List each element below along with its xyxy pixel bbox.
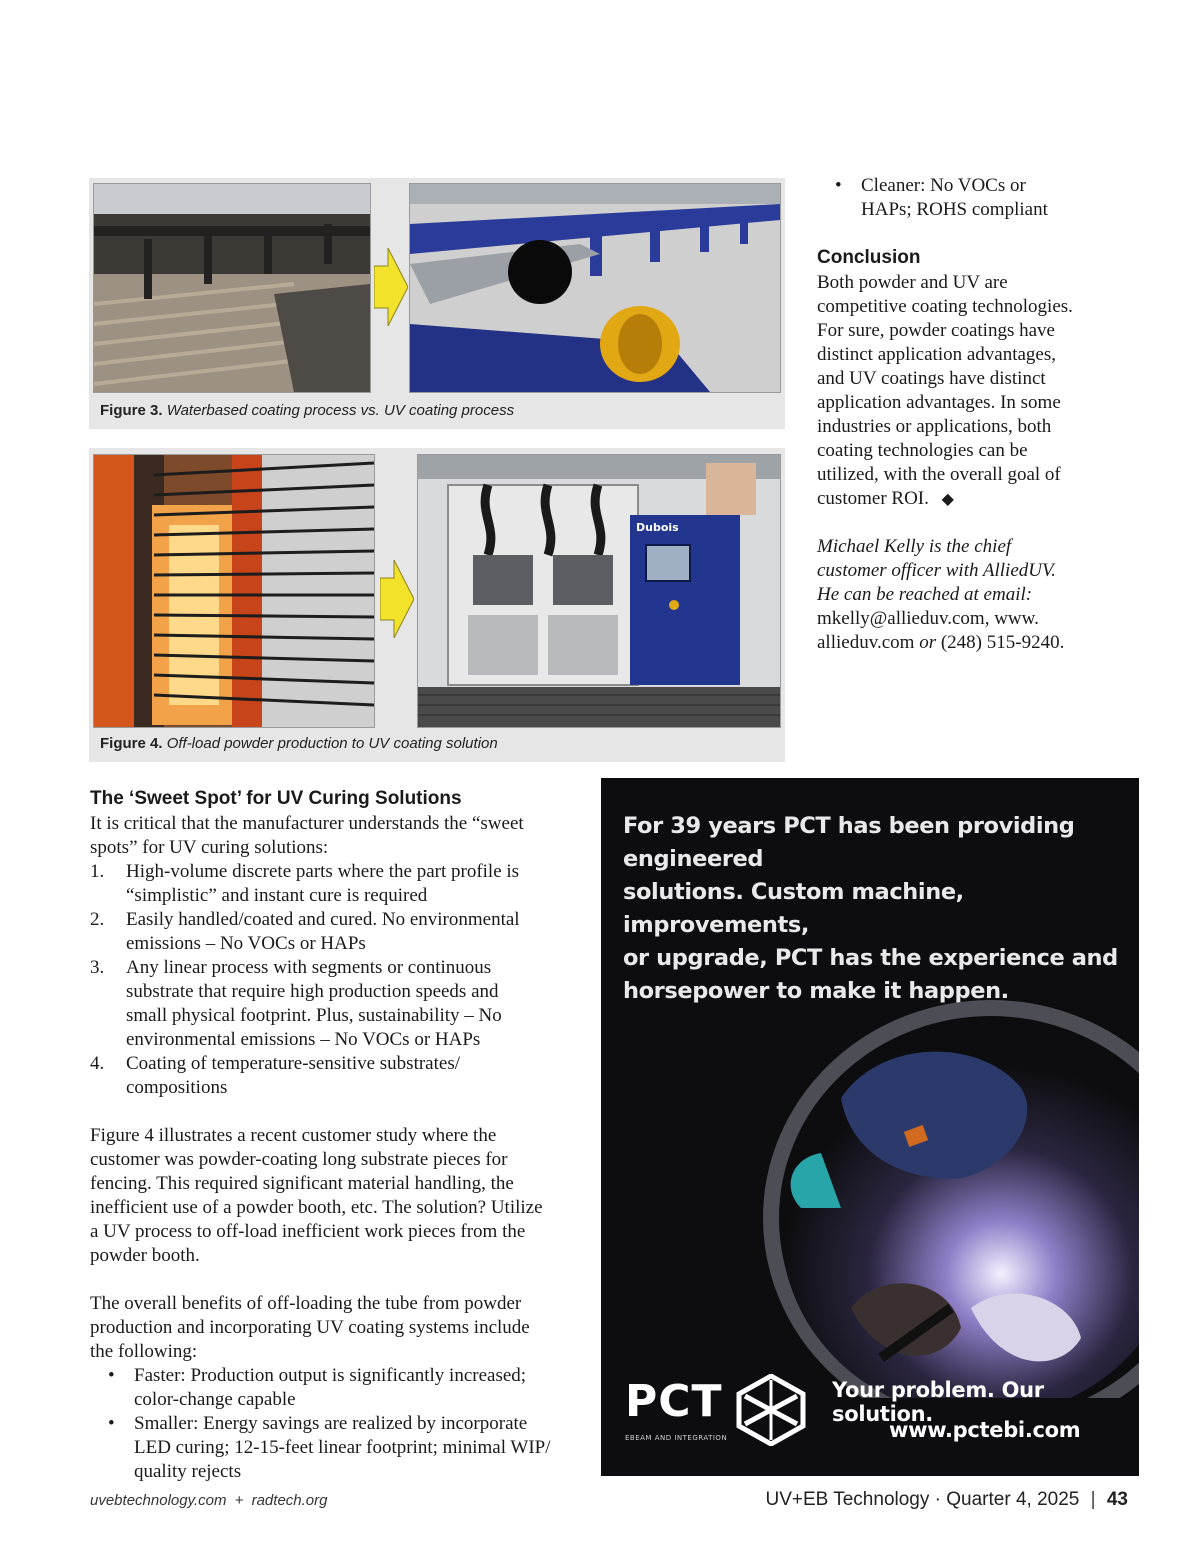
list-item: 3. Any linear process with segments or continuous substrate that require high production speeds and small physical footprint. Plus, sustainability – No environmental emissions – No VOCs or HAPs — [90, 957, 502, 1050]
paragraph-line: customer ROI. ◆ — [817, 488, 954, 509]
sweet-spot-section — [90, 786, 590, 1484]
bio-line: Michael Kelly is the chief — [817, 536, 1012, 557]
pct-logo-mark-icon — [735, 1374, 807, 1446]
list-item: • Faster: Production output is significantly increased; color-change capable — [108, 1365, 527, 1410]
uv-process-image — [410, 184, 780, 392]
list-item: • Smaller: Energy savings are realized by incorporate LED curing; 12-15-feet linear footprint; minimal WIP/ quality rejects — [108, 1413, 551, 1482]
sweet-spot-list — [90, 860, 590, 1100]
figure-3-waterbased-photo — [93, 183, 371, 393]
welder-tank-image — [761, 978, 1139, 1398]
publication-name: UV+EB Technology — [765, 1489, 930, 1510]
conclusion-heading: Conclusion — [817, 247, 921, 268]
ad-tagline: Your problem. Our solution. — [832, 1378, 1044, 1426]
paragraph-line: Both powder and UV are — [817, 272, 1008, 293]
waterbased-process-image — [94, 184, 370, 392]
figure-4-powder-booth-photo — [93, 454, 375, 728]
footer-websites: uvebtechnology.com + radtech.org — [90, 1492, 328, 1509]
benefits-paragraph: The overall benefits of off-loading the tube from powder production and incorporating UV coating systems include the following: — [90, 1293, 530, 1362]
bio-line: He can be reached at email: — [817, 584, 1033, 605]
figure-3-uv-photo — [409, 183, 781, 393]
paragraph-line: competitive coating technologies. — [817, 296, 1073, 317]
paragraph-line: application advantages. In some — [817, 392, 1061, 413]
right-arrow-icon — [380, 560, 414, 638]
powder-booth-image — [94, 455, 374, 727]
pct-logo-text: PCT — [625, 1376, 723, 1427]
paragraph-line: spots” for UV curing solutions: — [90, 837, 329, 858]
paragraph-line: coating technologies can be — [817, 440, 1028, 461]
figure-4-label: Figure 4. — [100, 735, 163, 752]
paragraph-line: industries or applications, both — [817, 416, 1052, 437]
cleaner-bullet: • Cleaner: No VOCs or HAPs; ROHS compliant — [835, 175, 1048, 220]
footer-website-link[interactable]: uvebtechnology.com — [90, 1492, 227, 1509]
email-link[interactable]: mkelly@allieduv.com, www. — [817, 608, 1039, 629]
benefits-list — [90, 1364, 590, 1484]
figure-3-caption-text: Waterbased coating process vs. UV coating process — [166, 402, 515, 419]
list-item: 2. Easily handled/coated and cured. No environmental emissions – No VOCs or HAPs — [90, 909, 520, 954]
figure-4 — [89, 448, 785, 762]
end-mark-icon: ◆ — [941, 489, 954, 508]
right-column — [817, 174, 1117, 655]
bio-contact-line: allieduv.com or (248) 515-9240. — [817, 632, 1065, 653]
issue-label: Quarter 4, 2025 — [946, 1489, 1080, 1510]
list-item: 4. Coating of temperature-sensitive substrates/ compositions — [90, 1053, 460, 1098]
dubois-brand-label: Dubois — [636, 521, 679, 534]
phone-number: (248) 515-9240. — [940, 632, 1065, 653]
pct-advertisement[interactable] — [601, 778, 1139, 1476]
pct-logo-subtext: EBEAM AND INTEGRATION — [625, 1434, 728, 1442]
figure-4-caption — [100, 735, 498, 752]
ad-website-link[interactable]: www.pctebi.com — [889, 1418, 1081, 1442]
list-item: 1. High-volume discrete parts where the part profile is “simplistic” and instant cure is required — [90, 861, 520, 906]
pct-logo — [625, 1378, 727, 1442]
figure-3-caption — [100, 402, 514, 419]
bullet-line: HAPs; ROHS compliant — [861, 199, 1048, 220]
author-bio — [817, 535, 1117, 655]
figure-3-label: Figure 3. — [100, 402, 163, 419]
sweet-spot-heading: The ‘Sweet Spot’ for UV Curing Solutions — [90, 788, 462, 809]
paragraph-line: It is critical that the manufacturer understands the “sweet — [90, 813, 524, 834]
footer-website-link[interactable]: radtech.org — [251, 1492, 328, 1509]
footer-publication: UV+EB Technology · Quarter 4, 2025 | 43 — [765, 1489, 1128, 1510]
page-number: 43 — [1106, 1489, 1128, 1510]
figure-4-paragraph: Figure 4 illustrates a recent customer study where the customer was powder-coating long substrate pieces for fencing. This required significant material handling, the inefficient use of a powder booth, etc. The solution? Utilize a UV process to off-load inefficient work pieces from the powder booth. — [90, 1125, 543, 1266]
ad-headline: For 39 years PCT has been providing engineered solutions. Custom machine, improvements, or upgrade, PCT has the experience and horsepower to make it happen. — [623, 813, 1118, 1004]
right-arrow-icon — [374, 248, 408, 326]
figure-4-uv-system-photo — [417, 454, 781, 728]
conclusion-paragraph — [817, 271, 1117, 511]
figure-4-caption-text: Off-load powder production to UV coating solution — [166, 735, 498, 752]
website-link[interactable]: allieduv.com — [817, 632, 915, 653]
bio-line: customer officer with AlliedUV. — [817, 560, 1056, 581]
figure-3 — [89, 178, 785, 429]
paragraph-line: For sure, powder coatings have — [817, 320, 1055, 341]
paragraph-line: utilized, with the overall goal of — [817, 464, 1061, 485]
paragraph-line: distinct application advantages, — [817, 344, 1057, 365]
cleaner-bullet-list — [817, 174, 1117, 222]
paragraph-line: and UV coatings have distinct — [817, 368, 1046, 389]
uv-coating-system-image — [418, 455, 780, 727]
bullet-line: Cleaner: No VOCs or — [861, 175, 1026, 196]
